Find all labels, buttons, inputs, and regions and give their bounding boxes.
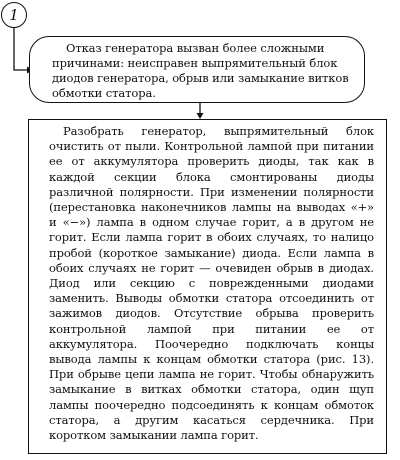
- cause-box: [29, 36, 365, 103]
- step-number-marker: [1, 2, 27, 28]
- action-box: [28, 119, 387, 454]
- connector-line-to-cause: [14, 28, 27, 70]
- cause-text: Отказ генератора вызван более сложными причинами: неисправен выпрямительный блок диодов генератора, обрыв или замыкание витков обмотки статора.: [52, 41, 349, 100]
- action-text: Разобрать генератор, выпрямительный блок очистить от пыли. Контрольной лампой при питании ее от аккумулятора проверить диоды, так как в каждой секции блока смонтированы диоды различной полярности. При изменении полярности (перестановка наконечников лампы на выводах «+» и «−») лампа в одном случае горит, а в другом не горит. Если лампа горит в обоих случаях, то налицо пробой (короткое замыкание) диода. Если лампа в обоих случаях не горит — очевиден обрыв в диодах. Диод или секцию с поврежденными диодами заменить. Выводы обмотки статора отсоединить от зажимов диодов. Отсутствие обрыва проверить контрольной лампой при питании ее от аккумулятора. Поочередно подключать концы вывода лампы к концам обмотки статора (рис. 13). При обрыве цепи лампа не горит. Чтобы обнаружить замыкание в витках обмотки статора, один щуп лампы поочередно подсоединять к концам обмоток статора, а другим касаться сердечника. При коротком замыкании лампа горит.: [49, 124, 374, 443]
- step-number: 1: [9, 5, 19, 24]
